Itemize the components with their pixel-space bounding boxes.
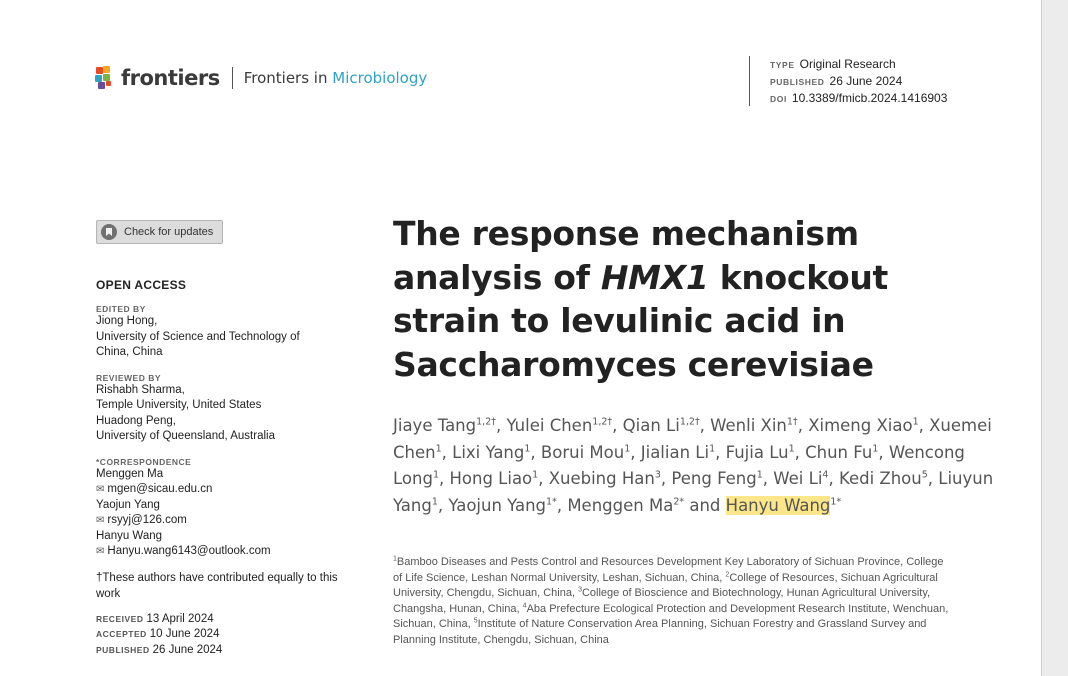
frontiers-logo-icon	[95, 66, 117, 90]
author-affiliation-marker: 1,2†	[679, 416, 700, 428]
author-name: Liuyun Yang	[393, 469, 994, 515]
author-affiliation-marker: 1	[788, 443, 795, 454]
author-name: Menggen Ma	[567, 495, 674, 515]
author-name: Peng Feng	[671, 469, 757, 488]
meta-doi[interactable]: DOI 10.3389/fmicb.2024.1416903	[770, 91, 948, 105]
corresponding-author-email[interactable]: ✉ mgen@sicau.edu.cn	[96, 483, 213, 495]
reviewed-by-label: REVIEWED BY	[96, 372, 162, 383]
open-access-label: OPEN ACCESS	[96, 278, 187, 292]
author-name: Qian Li	[622, 416, 680, 435]
logo-divider	[232, 67, 233, 89]
envelope-icon: ✉	[96, 515, 105, 526]
edited-by-label: EDITED BY	[96, 304, 146, 314]
author-affiliation-marker: 1*	[546, 496, 557, 507]
author-name: Xuemei Chen	[393, 416, 992, 462]
meta-published: PUBLISHED 26 June 2024	[770, 74, 903, 88]
viewer-scrollbar-track[interactable]	[1042, 0, 1068, 676]
author-name: Wencong Long	[393, 442, 965, 488]
author-name: Chun Fu	[805, 442, 873, 462]
corresponding-author-email[interactable]: ✉ Hanyu.wang6143@outlook.com	[96, 545, 271, 557]
author-affiliation-marker: 1,2†	[476, 416, 496, 428]
author-affiliation-marker: 1	[524, 443, 531, 454]
article-dates	[96, 612, 346, 659]
author-name: Hong Liao	[449, 469, 533, 488]
accepted-date: ACCEPTED 10 June 2024	[96, 628, 220, 640]
author-name: Xuebing Han	[548, 469, 655, 488]
corresponding-author-name: Hanyu Wang	[96, 529, 163, 542]
affiliation-text: Bamboo Diseases and Pests Control and Resources Development Key Laboratory of Sichuan Province, College of Life Science, Leshan Normal University, Leshan, Sichuan, China,	[393, 556, 944, 584]
author-affiliation-marker: 1	[624, 443, 631, 454]
journal-name: Frontiers in Microbiology	[243, 69, 428, 87]
affiliation-number: 2	[725, 570, 730, 578]
author-affiliation-marker: 1	[432, 469, 439, 481]
envelope-icon: ✉	[96, 484, 105, 495]
journal-logo	[95, 66, 427, 90]
author-affiliation-marker: 2*	[673, 496, 685, 507]
author-affiliation-marker: 1	[532, 469, 539, 481]
corresponding-author-email[interactable]: ✉ rsyyj@126.com	[96, 514, 187, 526]
affiliation-number: 1	[393, 555, 397, 563]
published-date: PUBLISHED 26 June 2024	[96, 643, 223, 656]
reviewed-by-list: Rishabh Sharma, Temple University, United States Huadong Peng, University of Queensland, Australia	[96, 383, 275, 442]
article-sidebar	[96, 220, 346, 658]
meta-type: TYPE Original Research	[770, 57, 896, 71]
author-affiliation-marker: 1	[756, 469, 763, 481]
affiliation-number: 4	[522, 601, 527, 609]
author-affiliation-marker: 1*	[830, 496, 842, 507]
author-affiliation-marker: 3	[654, 469, 661, 481]
author-name: Hanyu Wang	[725, 495, 831, 515]
affiliation-number: 3	[578, 586, 582, 594]
equal-contribution-note: †These authors have contributed equally to this work	[96, 571, 338, 600]
author-name: Ximeng Xiao	[808, 416, 913, 435]
affiliation-text: Institute of Nature Conservation Area Planning, Sichuan Forestry and Grassland Survey and Planning Institute, Chengdu, Sichuan, China	[393, 618, 927, 646]
author-affiliation-marker: 1	[435, 443, 442, 454]
envelope-icon: ✉	[96, 546, 105, 557]
article-title: The response mechanism analysis of HMX1 knockout strain to levulinic acid in Saccharomyces cerevisiae	[393, 214, 888, 384]
affiliation-text: College of Resources, Sichuan Agricultural University, Chengdu, Sichuan, China,	[393, 571, 938, 599]
check-for-updates-button[interactable]: Check for updates	[96, 220, 223, 244]
author-list: Jiaye Tang$^{1,2\dagger}$, Yulei Chen$^{1,2\dagger}$, Qian $Li^{1,2\dagger}$, Wenli Xin$^{1\dagger}$, Ximeng Xiao$^1$, Xuemei Chen$^1$, Lixi Yang$^1$, Borui Mou$^1$, Jialian Li$^1$, Fujia Lu$^1$, Chun Fu$^1$, Wencong Long$^1$, Hong Liao$^1$, Xuebing Han$^3$, Peng Feng$^1$, Wei Li$^4$, Kedi Zhou$^5$, Liuyun Yang$^1$, Yaojun Yang$^{1*}$, Menggen $Ma^{2*}$ and Hanyu Wang$^{1*}$	[393, 416, 994, 515]
author-name: Lixi Yang	[452, 442, 525, 462]
author-affiliation-marker: 4	[822, 469, 829, 481]
author-name: Kedi Zhou	[838, 469, 922, 488]
author-name: Wei Li	[773, 469, 823, 488]
author-name: Jialian Li	[640, 442, 710, 462]
corresponding-author-name: Menggen Ma	[96, 467, 164, 480]
affiliations	[393, 555, 953, 648]
received-date: RECEIVED 13 April 2024	[96, 612, 214, 625]
author-name: Yaojun Yang	[448, 495, 547, 515]
correspondence-list	[96, 467, 346, 560]
affiliation-number: 5	[473, 617, 478, 625]
author-affiliation-marker: 1†	[786, 416, 798, 428]
correspondence-label: *CORRESPONDENCE	[96, 456, 192, 467]
affiliation-text: Aba Prefecture Ecological Protection and Development Research Institute, Wenchuan, Sichuan, China,	[393, 602, 949, 630]
corresponding-author-name: Yaojun Yang	[96, 498, 160, 511]
author-affiliation-marker: 1	[912, 416, 919, 428]
author-name: Wenli Xin	[710, 416, 787, 435]
bookmark-icon	[101, 224, 117, 240]
article-meta	[749, 56, 947, 106]
author-affiliation-marker: 1	[872, 443, 879, 454]
author-affiliation-marker: 1	[431, 496, 438, 507]
affiliation-text: College of Bioscience and Biotechnology, Hunan Agricultural University, Changsha, Hunan, China,	[393, 587, 931, 615]
edited-by-list: Jiong Hong, University of Science and Technology of China, China	[96, 315, 300, 358]
author-name: Yulei Chen	[506, 416, 593, 435]
author-name: Borui Mou	[540, 442, 625, 462]
author-name: Fujia Lu	[725, 442, 789, 462]
author-affiliation-marker: 1,2†	[592, 416, 613, 428]
brand-wordmark: frontiers	[121, 66, 220, 90]
author-name: Jiaye Tang	[393, 416, 477, 435]
author-affiliation-marker: 5	[921, 469, 928, 481]
author-affiliation-marker: 1	[709, 443, 716, 454]
